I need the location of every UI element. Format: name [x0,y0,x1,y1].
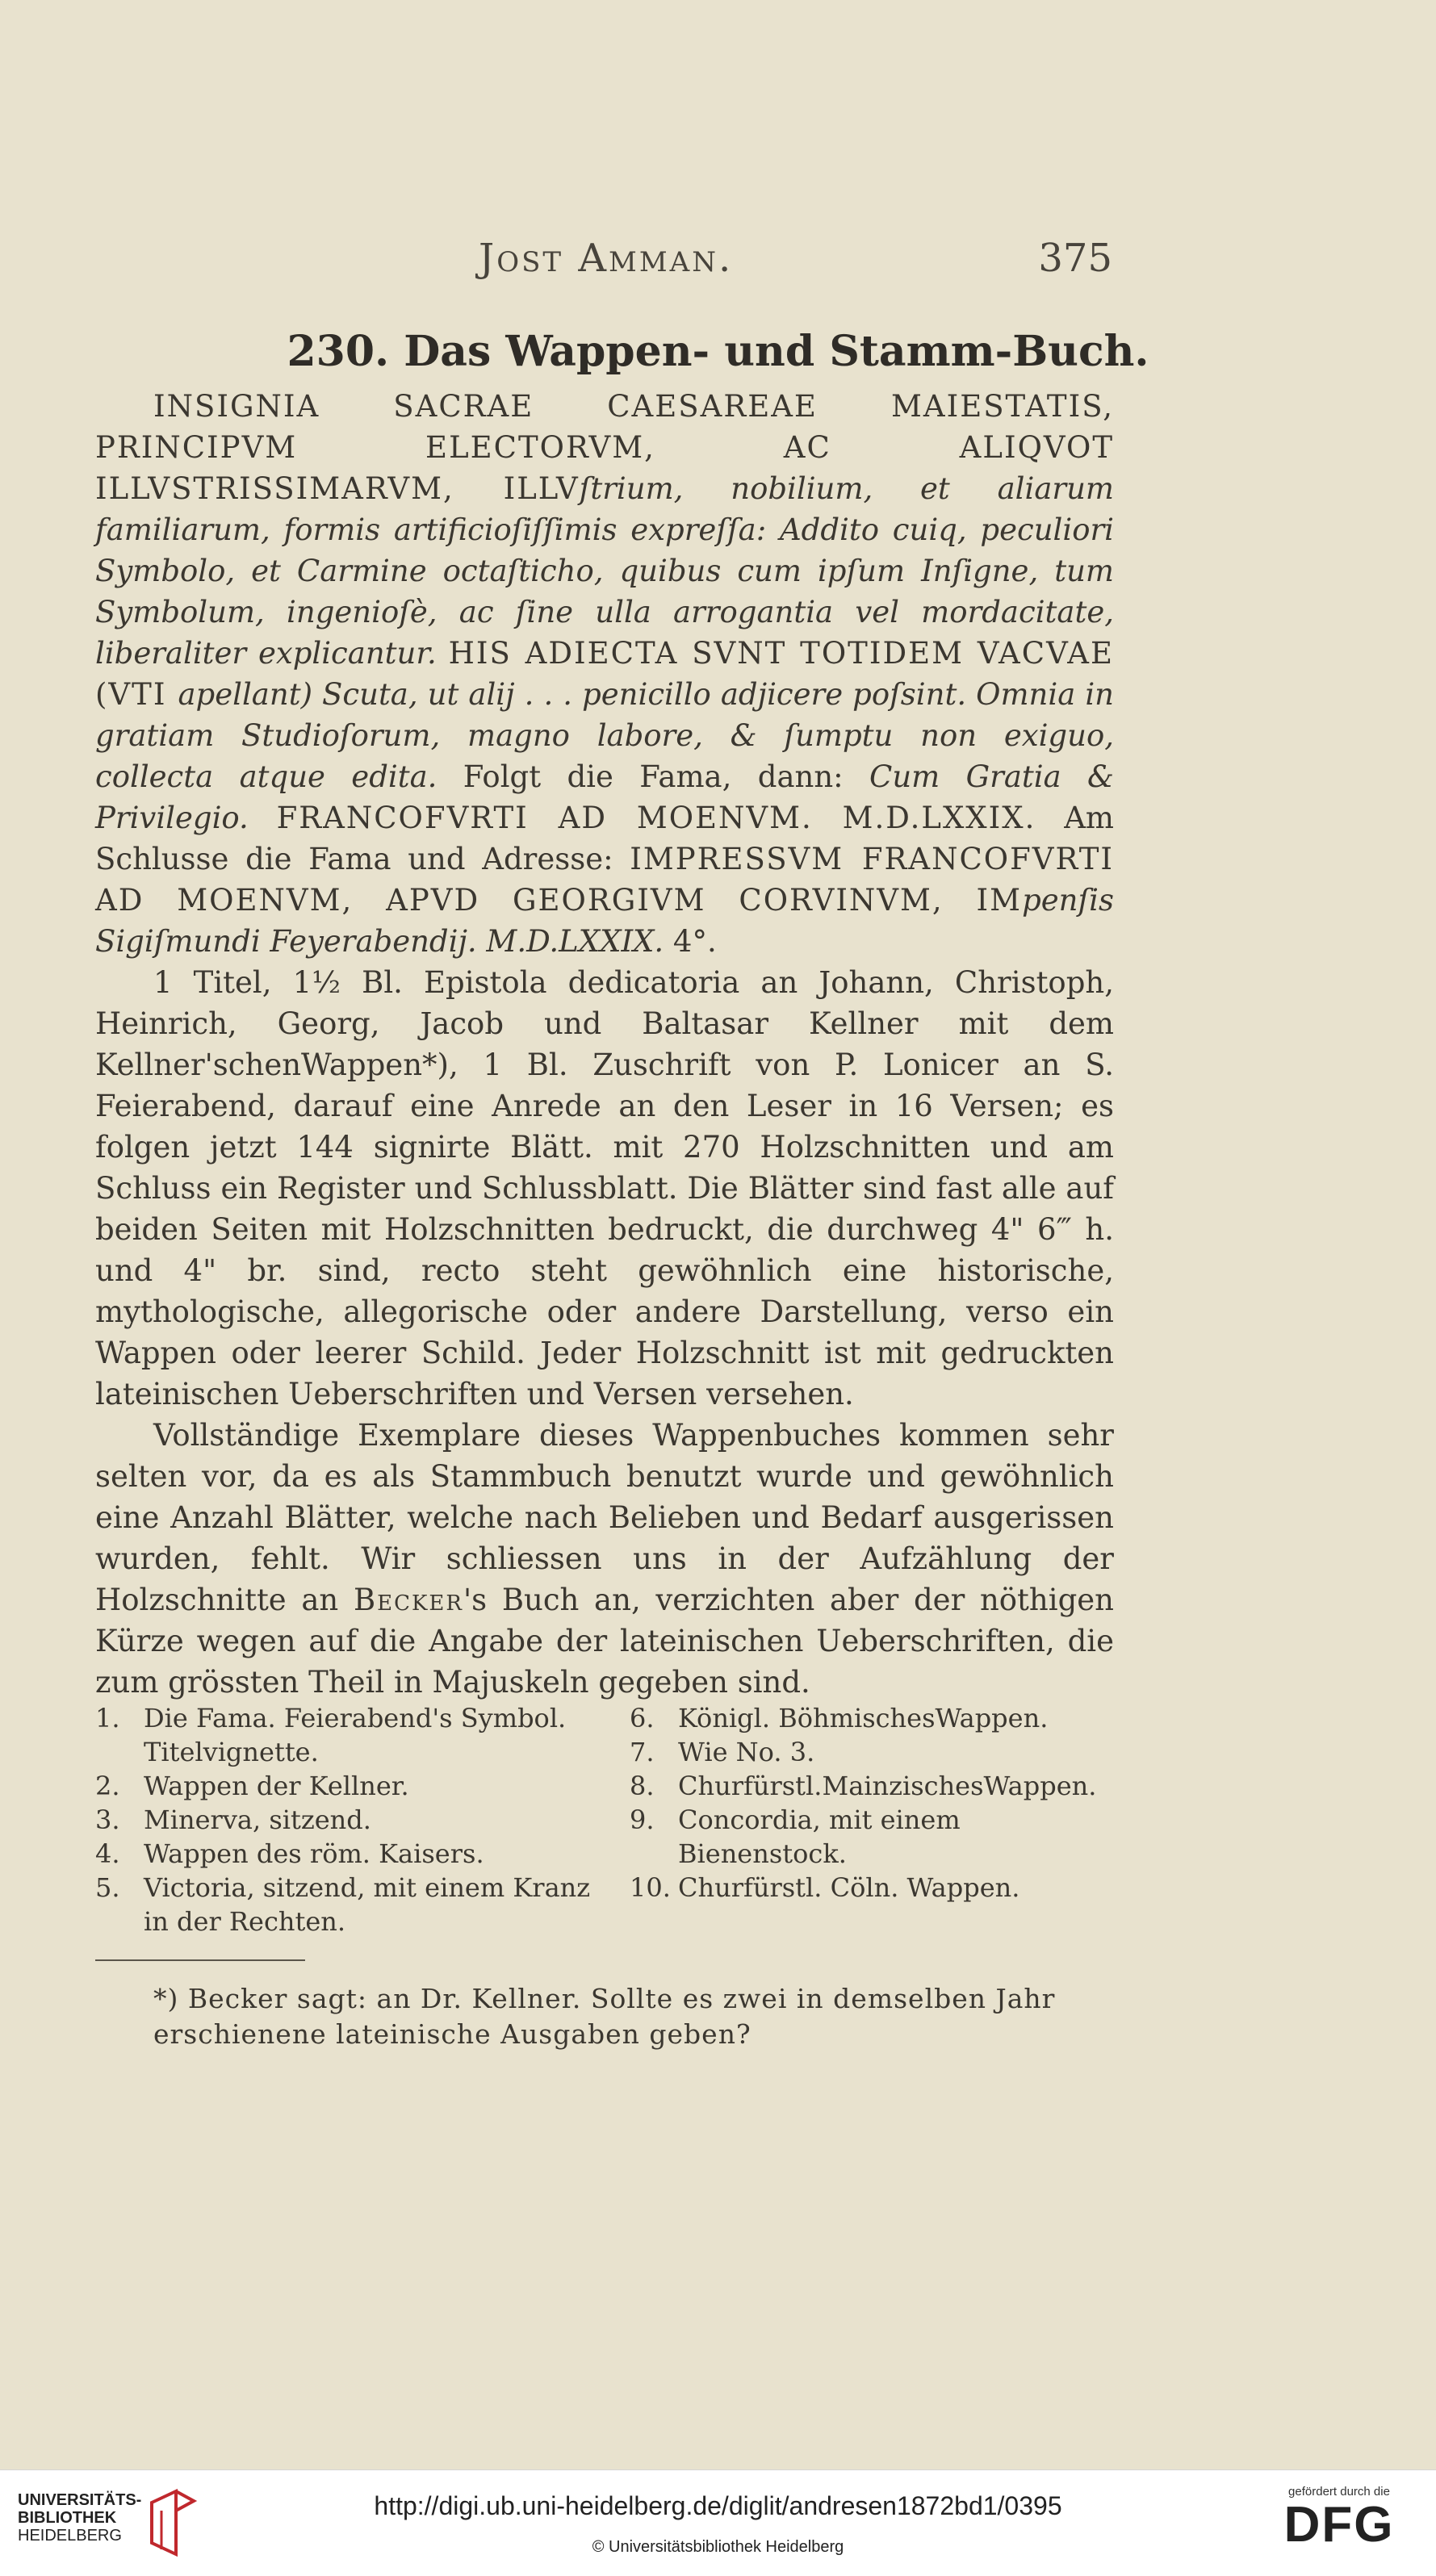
list-item-text: Victoria, sitzend, mit einem Kranz in der Rechten. [144,1872,591,1937]
footer-bar [0,2469,1436,2576]
title-caps-2: HIS ADIECTA SVNT TOTIDEM VACVAE [448,636,1115,671]
list-item [630,1803,1114,1871]
list-item-number: 2. [95,1771,120,1801]
entry-heading: 230. Das Wappen- und Stamm-Buch. [287,327,1149,376]
list-item-text: Minerva, sitzend. [144,1804,371,1835]
list-item-number: 3. [95,1804,120,1835]
exemplars-text-1: Vollständige Exemplare dieses Wappenbuches kommen sehr selten vor, da es als Stammbuch benutzt wurde und gewöhnlich eine Anzahl Blätter, welche nach Belieben und Bedarf ausgerissen wurden, fehlt. Wir schliessen uns in der Aufzählung der Holzschnitte an [95,1418,1114,1617]
list-item-text: Churfürstl. Cöln. Wappen. [678,1872,1020,1903]
exemplars-paragraph [95,1415,1114,1703]
list-item-number: 1. [95,1703,120,1733]
title-format: 4°. [672,924,717,959]
title-caps-3: (VTI [95,677,178,712]
collation-paragraph: 1 Titel, 1½ Bl. Epistola dedicatoria an Johann, Christoph, Heinrich, Georg, Jacob und Baltasar Kellner mit dem Kellner'schenWappen*), 1 Bl. Zuschrift von P. Lonicer an S. Feierabend, darauf eine Anrede an den Leser in 16 Versen; es folgen jetzt 144 signirte Blätt. mit 270 Holzschnitten und am Schluss ein Register und Schlussblatt. Die Blätter sind fast alle auf beiden Seiten mit Holzschnitten bedruckt, die durchweg 4" 6‴ h. und 4" br. sind, recto steht gewöhnlich eine historische, mythologische, allegorische oder andere Darstellung, verso ein Wappen oder leerer Schild. Jeder Holzschnitt ist mit gedruckten lateinischen Ueberschriften und Versen versehen. [95,965,1114,1411]
list-item-text: Concordia, mit einem Bienenstock. [678,1804,961,1869]
list-item [630,1871,1114,1905]
logo-text-line1: UNIVERSITÄTS- [18,2491,142,2509]
list-item-text: Königl. BöhmischesWappen. [678,1703,1049,1733]
woodcut-list [95,1701,1114,1938]
list-item-number: 5. [95,1872,120,1903]
logo-text-line3: HEIDELBERG [18,2527,122,2545]
list-item-text: Wie No. 3. [678,1737,815,1767]
footnote-text: *) Becker sagt: an Dr. Kellner. Sollte es zwei in demselben Jahr erschienene lateinische Ausgaben geben? [153,1983,1056,2050]
footnote-divider [95,1959,305,1961]
becker-name: Becker [353,1583,463,1617]
list-item [95,1837,596,1871]
title-italic-2: apellant) Scuta, ut alij . . . penicillo adjicere poſsint. Omnia in gratiam Studioſorum, magno labore, & ſumptu non exiguo, collecta atque edita. [95,677,1114,794]
title-caps-1: INSIGNIA SACRAE CAESAREAE MAIESTATIS, PRINCIPVM ELECTORVM, AC ALIQVOT ILLVSTRISSIMARVM, ILLV [95,389,1114,506]
footnote [95,1981,1114,2052]
running-header-author: Jost Amman. [479,236,734,281]
dfg-wordmark: DFG [1283,2497,1395,2553]
dfg-logo[interactable] [1258,2485,1420,2552]
list-item [95,1769,596,1803]
title-italic-4: penſis Sigiſmundi Feyerabendij. M.D.LXXIX. [95,883,1114,959]
permalink-url[interactable]: http://digi.ub.uni-heidelberg.de/diglit/andresen1872bd1/0395 [374,2491,1062,2520]
list-item [95,1803,596,1837]
list-item-number: 6. [630,1703,655,1733]
list-item [95,1701,596,1769]
title-note-2: Am Schlusse die Fama und Adresse: [95,801,1114,876]
list-item-text: Wappen des röm. Kaisers. [144,1838,484,1869]
logo-text-line2: BIBLIOTHEK [18,2509,117,2527]
list-item-text: Wappen der Kellner. [144,1771,409,1801]
title-note-1: Folgt die Fama, dann: [463,759,844,794]
copyright-notice: © Universitätsbibliothek Heidelberg [592,2538,844,2556]
woodcut-list-left [95,1701,596,1938]
list-item-number: 7. [630,1737,655,1767]
title-caps-4: FRANCOFVRTI AD MOENVM. M.D.LXXIX. [276,801,1036,835]
running-header [95,236,1112,292]
page-number: 375 [1038,236,1112,281]
title-italic-1: ſtrium, nobilium, et aliarum familiarum, formis artificioſiſſimis expreſſa: Addito cuiq, peculiori Symbolo, et Carmine octaſticho, quibus cum ipſum Inſigne, tum Symbolum, ingenioſè, ac ſine ulla arrogantia vel mordacitate, liberaliter explicantur. [95,471,1114,671]
list-item-number: 4. [95,1838,120,1869]
list-item [630,1735,1114,1769]
list-item-number: 8. [630,1771,655,1801]
list-item-number: 10. [630,1872,671,1903]
title-transcription-paragraph [95,386,1114,962]
entry-body [95,386,1114,1703]
list-item-text: Die Fama. Feierabend's Symbol. Titelvignette. [144,1703,567,1767]
title-caps-5: IMPRESSVM FRANCOFVRTI AD MOENVM, APVD GEORGIVM CORVINVM, IM [95,842,1114,918]
woodcut-list-right [630,1701,1114,1938]
list-item-text: Churfürstl.MainzischesWappen. [678,1771,1097,1801]
funded-by-label: gefördert durch die [1288,2485,1390,2499]
list-item [95,1871,596,1938]
list-item [630,1701,1114,1735]
list-item-number: 9. [630,1804,655,1835]
exemplars-text-2: 's Buch an, verzichten aber der nöthigen Kürze wegen auf die Angabe der lateinischen Ueberschriften, die zum grössten Theil in Majuskeln gegeben sind. [95,1583,1114,1700]
list-item [630,1769,1114,1803]
title-italic-3: Cum Gratia & Privilegio. [95,759,1114,835]
